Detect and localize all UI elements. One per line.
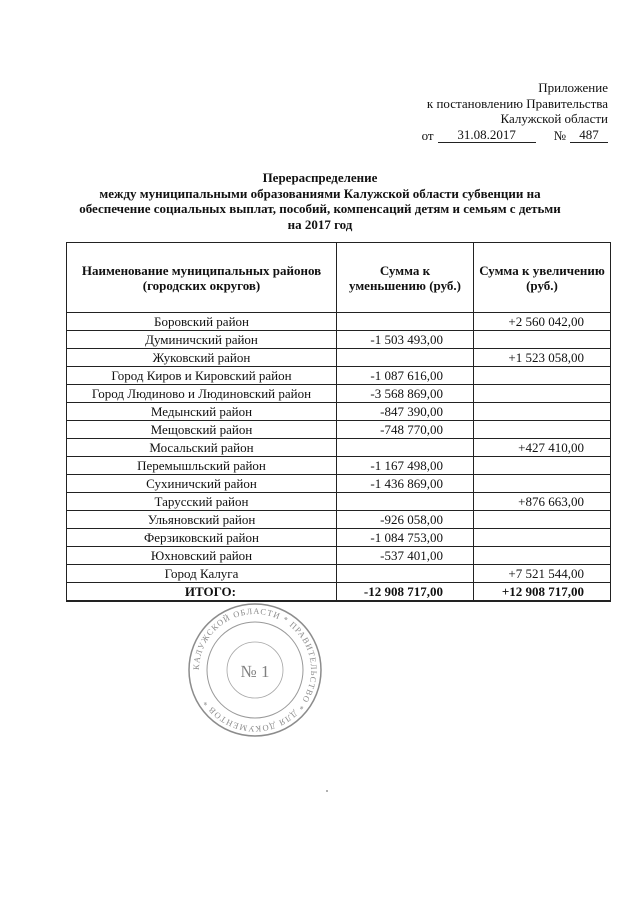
title-line-3: обеспечение социальных выплат, пособий, компенсаций детям и семьям с детьми [79, 201, 561, 216]
decrease-amount: -1 167 498,00 [337, 457, 474, 475]
title-line-1: Перераспределение [262, 170, 378, 185]
district-name: Мещовский район [67, 421, 337, 439]
table-row [67, 547, 611, 565]
increase-amount: +1 523 058,00 [474, 349, 611, 367]
district-name: Жуковский район [67, 349, 337, 367]
increase-amount [474, 367, 611, 385]
decrease-amount [337, 493, 474, 511]
table-row [67, 457, 611, 475]
table-row [67, 529, 611, 547]
decrease-amount: -1 503 493,00 [337, 331, 474, 349]
annex-title: Приложение [538, 80, 608, 95]
decrease-amount: -537 401,00 [337, 547, 474, 565]
table-row [67, 493, 611, 511]
decree-number: 487 [570, 127, 608, 144]
table-row [67, 331, 611, 349]
seal-ring-text: КАЛУЖСКОЙ ОБЛАСТИ * ПРАВИТЕЛЬСТВО * ДЛЯ ДОКУМЕНТОВ * [190, 605, 320, 735]
district-name: Ульяновский район [67, 511, 337, 529]
increase-amount: +876 663,00 [474, 493, 611, 511]
decrease-amount [337, 313, 474, 331]
increase-amount: +427 410,00 [474, 439, 611, 457]
decrease-amount: -926 058,00 [337, 511, 474, 529]
table-row [67, 385, 611, 403]
number-prefix: № [553, 127, 566, 143]
table-header-row [67, 243, 611, 313]
total-increase: +12 908 717,00 [474, 583, 611, 602]
table-row [67, 421, 611, 439]
increase-amount [474, 385, 611, 403]
total-row [67, 583, 611, 602]
table-row [67, 403, 611, 421]
district-name: Город Людиново и Людиновский район [67, 385, 337, 403]
increase-amount [474, 475, 611, 493]
decree-date: 31.08.2017 [438, 127, 536, 144]
scan-dot [326, 790, 328, 792]
header-name: Наименование муниципальных районов (городских округов) [67, 243, 337, 313]
header-decrease: Сумма к уменьшению (руб.) [337, 243, 474, 313]
increase-amount [474, 421, 611, 439]
decrease-amount: -3 568 869,00 [337, 385, 474, 403]
table-row [67, 475, 611, 493]
title-line-4: на 2017 год [287, 216, 353, 232]
increase-amount: +2 560 042,00 [474, 313, 611, 331]
document-title [0, 170, 640, 232]
table-row [67, 367, 611, 385]
official-seal [185, 600, 325, 740]
annex-date-line [422, 127, 608, 144]
increase-amount [474, 457, 611, 475]
district-name: Медынский район [67, 403, 337, 421]
annex-decree: к постановлению Правительства [426, 95, 608, 111]
increase-amount: +7 521 544,00 [474, 565, 611, 583]
table-row [67, 565, 611, 583]
district-name: Сухиничский район [67, 475, 337, 493]
increase-amount [474, 331, 611, 349]
district-name: Думиничский район [67, 331, 337, 349]
district-name: Город Киров и Кировский район [67, 367, 337, 385]
district-name: Город Калуга [67, 565, 337, 583]
table-row [67, 439, 611, 457]
decrease-amount: -847 390,00 [337, 403, 474, 421]
district-name: Юхновский район [67, 547, 337, 565]
total-decrease: -12 908 717,00 [337, 583, 474, 602]
table-row [67, 313, 611, 331]
decrease-amount [337, 439, 474, 457]
decrease-amount: -1 087 616,00 [337, 367, 474, 385]
district-name: Боровский район [67, 313, 337, 331]
district-name: Мосальский район [67, 439, 337, 457]
date-prefix: от [421, 127, 434, 143]
table-row [67, 349, 611, 367]
title-line-2: между муниципальными образованиями Калужской области субвенции на [99, 185, 541, 201]
decrease-amount [337, 349, 474, 367]
district-name: Ферзиковский район [67, 529, 337, 547]
increase-amount [474, 403, 611, 421]
redistribution-table [66, 242, 611, 602]
annex-region: Калужской области [500, 111, 608, 126]
increase-amount [474, 529, 611, 547]
annex-block [422, 80, 608, 143]
decrease-amount: -1 084 753,00 [337, 529, 474, 547]
increase-amount [474, 547, 611, 565]
table-row [67, 511, 611, 529]
decrease-amount [337, 565, 474, 583]
header-increase: Сумма к увеличению (руб.) [474, 243, 611, 313]
increase-amount [474, 511, 611, 529]
district-name: Тарусский район [67, 493, 337, 511]
district-name: Перемышльский район [67, 457, 337, 475]
seal-number: № 1 [240, 662, 270, 681]
decrease-amount: -1 436 869,00 [337, 475, 474, 493]
total-label: ИТОГО: [67, 583, 337, 602]
decrease-amount: -748 770,00 [337, 421, 474, 439]
